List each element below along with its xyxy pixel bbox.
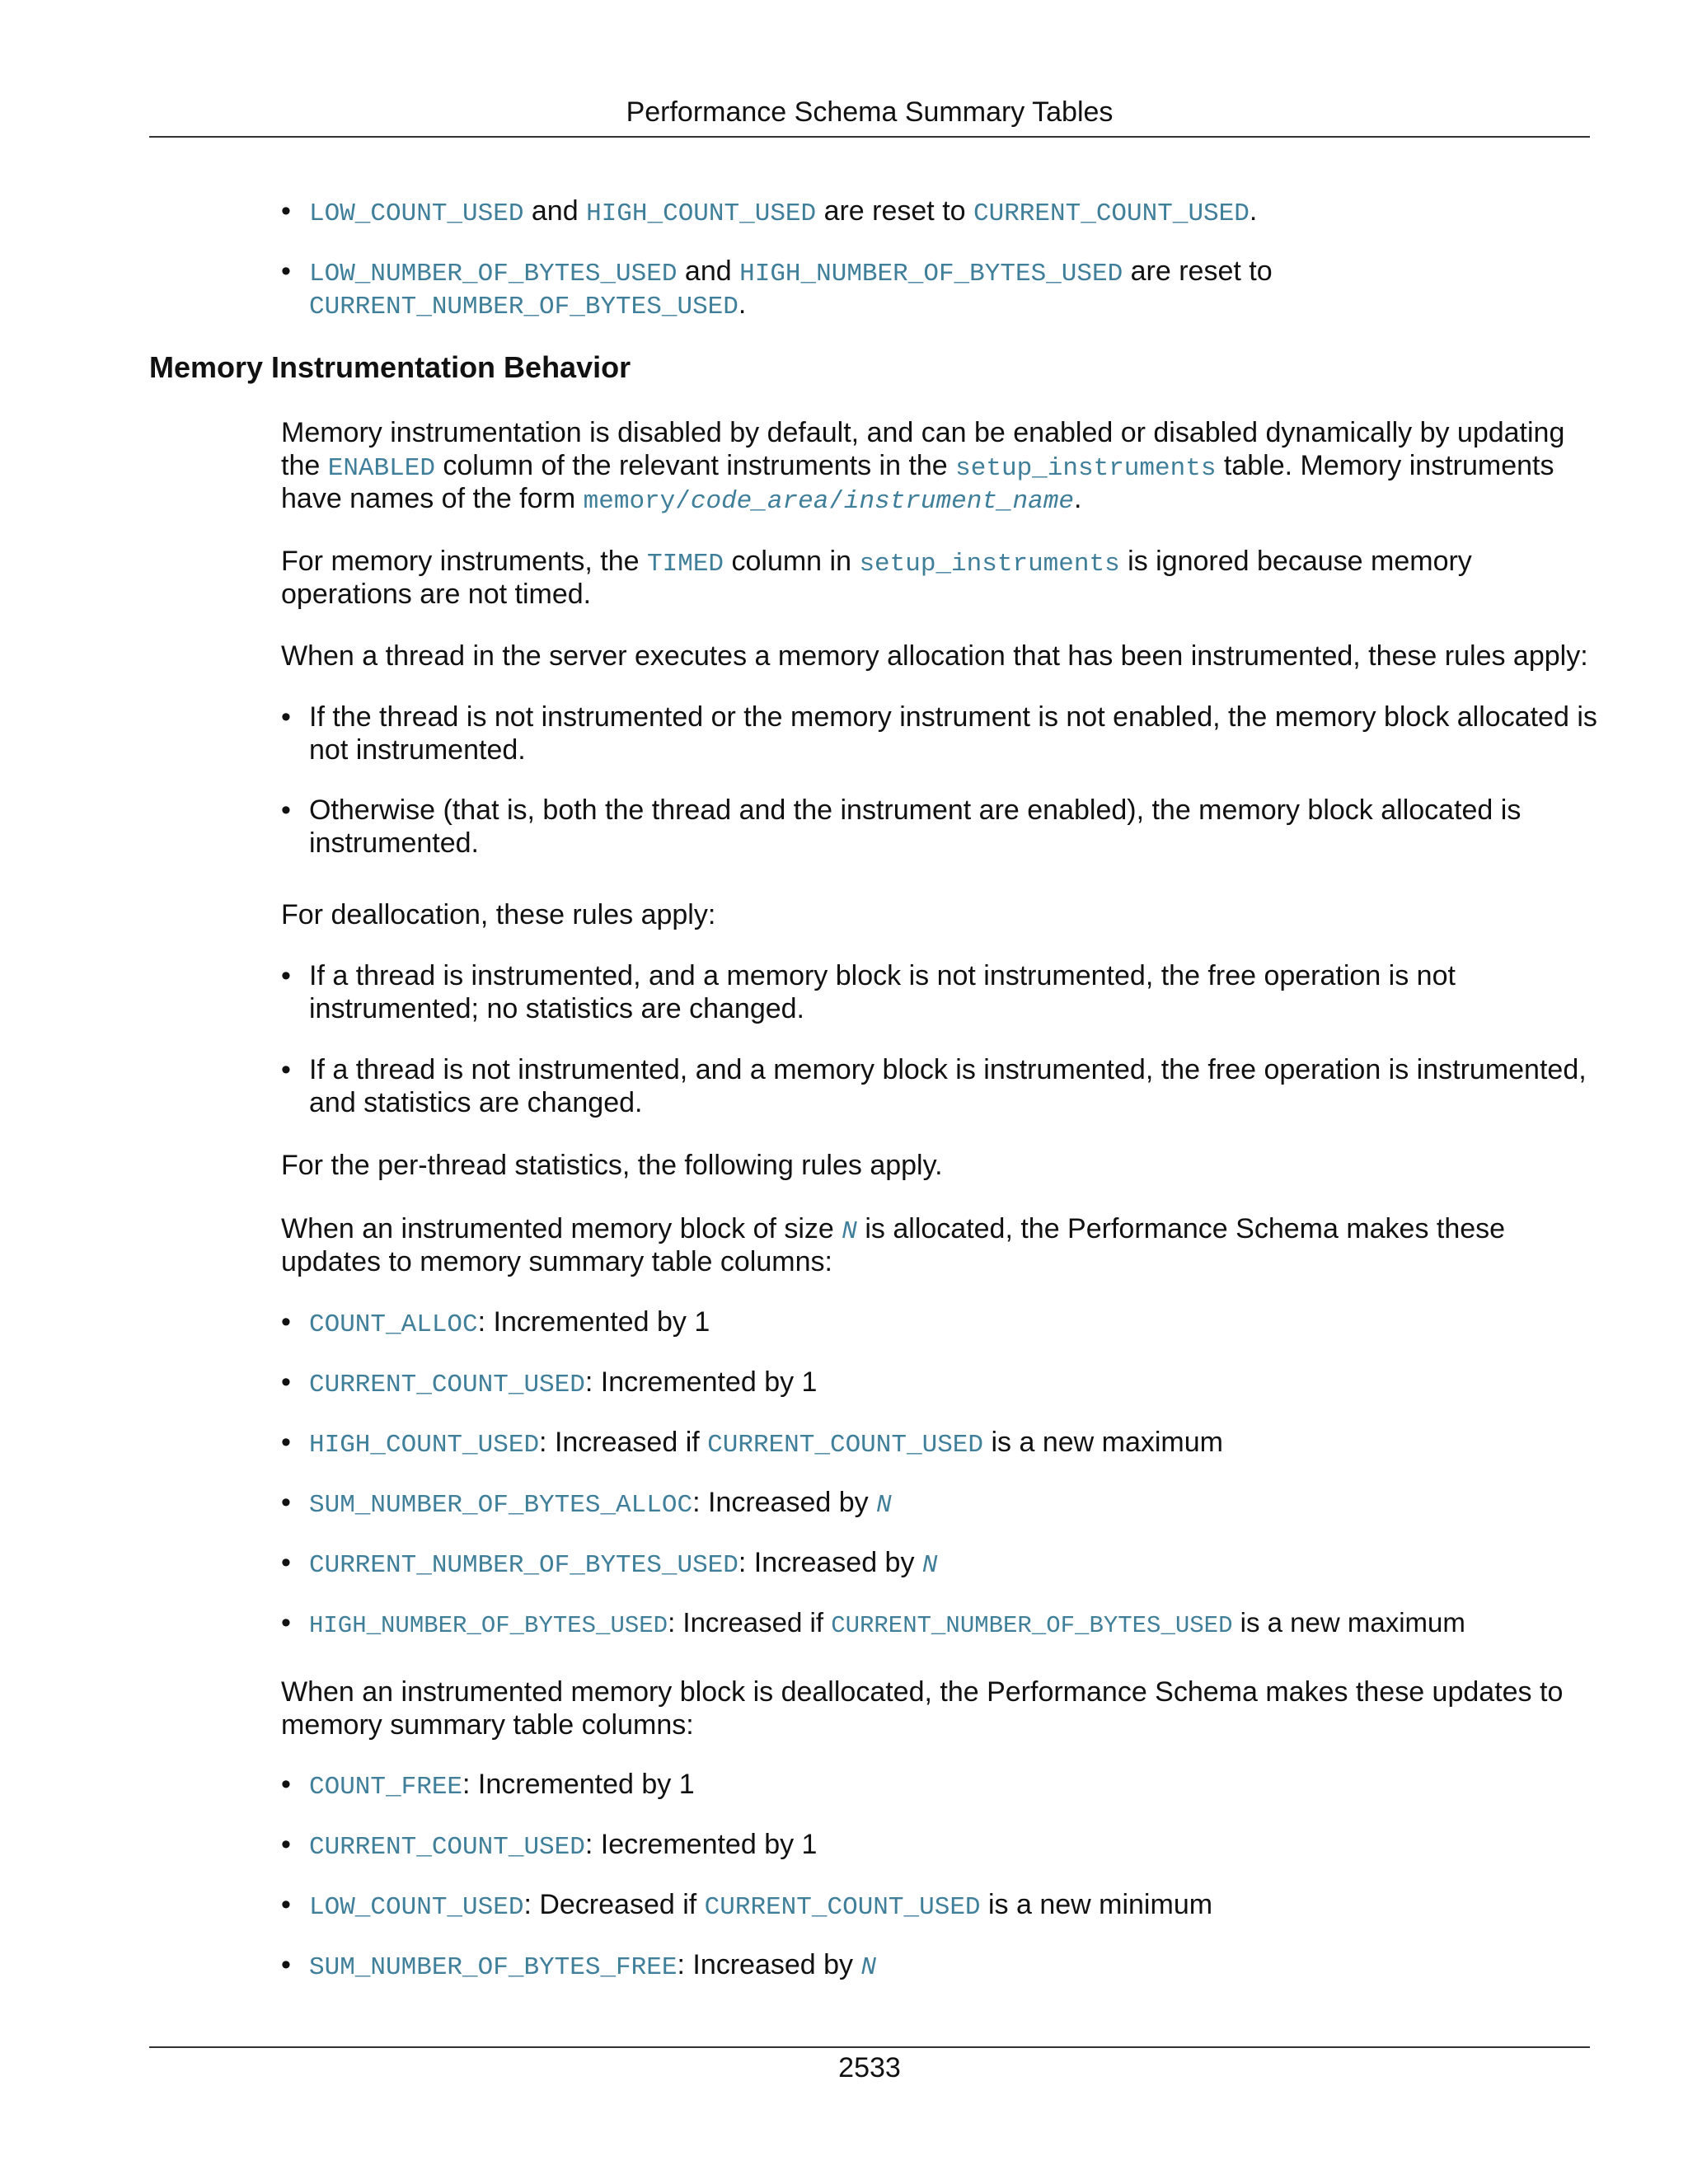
paragraph-line: operations are not timed. (281, 579, 592, 610)
bullet-glyph: • (281, 255, 291, 287)
running-header: Performance Schema Summary Tables (626, 96, 1114, 128)
list-item: LOW_COUNT_USED and HIGH_COUNT_USED are reset to CURRENT_COUNT_USED. (309, 195, 1258, 228)
list-item: CURRENT_COUNT_USED: Incremented by 1 (309, 1366, 818, 1399)
list-item-continuation: instrumented; no statistics are changed. (309, 993, 804, 1024)
bullet-glyph: • (281, 1607, 291, 1638)
paragraph-line: have names of the form memory/code_area/instrument_name. (281, 483, 1082, 516)
bullet-glyph: • (281, 1487, 291, 1518)
bullet-glyph: • (281, 701, 291, 733)
header-rule (149, 136, 1590, 138)
bullet-glyph: • (281, 195, 291, 227)
list-item-continuation: not instrumented. (309, 734, 526, 766)
list-item: CURRENT_NUMBER_OF_BYTES_USED: Increased by N (309, 1547, 938, 1580)
paragraph-line: For memory instruments, the TIMED column in setup_instruments is ignored because memory (281, 546, 1472, 579)
list-item-continuation: instrumented. (309, 827, 479, 859)
bullet-glyph: • (281, 794, 291, 826)
paragraph-line: When an instrumented memory block of size N is allocated, the Performance Schema makes these (281, 1213, 1506, 1246)
paragraph-line: updates to memory summary table columns: (281, 1246, 832, 1277)
bullet-glyph: • (281, 960, 291, 991)
paragraph-line: When an instrumented memory block is deallocated, the Performance Schema makes these updates to (281, 1676, 1564, 1708)
list-item: CURRENT_COUNT_USED: Iecremented by 1 (309, 1829, 818, 1862)
list-item: HIGH_NUMBER_OF_BYTES_USED: Increased if CURRENT_NUMBER_OF_BYTES_USED is a new maximum (309, 1607, 1465, 1639)
list-item-continuation: CURRENT_NUMBER_OF_BYTES_USED. (309, 288, 747, 321)
bullet-glyph: • (281, 1366, 291, 1398)
list-item: If the thread is not instrumented or the memory instrument is not enabled, the memory block allocated is (309, 701, 1597, 733)
paragraph-line: the ENABLED column of the relevant instruments in the setup_instruments table. Memory instruments (281, 450, 1554, 483)
list-item: HIGH_COUNT_USED: Increased if CURRENT_COUNT_USED is a new maximum (309, 1427, 1223, 1460)
list-item: SUM_NUMBER_OF_BYTES_ALLOC: Increased by N (309, 1487, 892, 1520)
list-item: If a thread is not instrumented, and a memory block is instrumented, the free operation is instrumented, (309, 1054, 1587, 1085)
list-item: COUNT_ALLOC: Incremented by 1 (309, 1306, 710, 1339)
list-item: SUM_NUMBER_OF_BYTES_FREE: Increased by N (309, 1949, 877, 1982)
bullet-glyph: • (281, 1054, 291, 1085)
paragraph-line: For deallocation, these rules apply: (281, 899, 716, 930)
list-item: Otherwise (that is, both the thread and the instrument are enabled), the memory block allocated is (309, 794, 1522, 826)
paragraph-line: When a thread in the server executes a memory allocation that has been instrumented, these rules apply: (281, 640, 1588, 672)
list-item: LOW_COUNT_USED: Decreased if CURRENT_COUNT_USED is a new minimum (309, 1889, 1213, 1922)
list-item: COUNT_FREE: Incremented by 1 (309, 1769, 695, 1802)
section-heading: Memory Instrumentation Behavior (149, 350, 631, 384)
bullet-glyph: • (281, 1829, 291, 1860)
bullet-glyph: • (281, 1306, 291, 1338)
bullet-glyph: • (281, 1889, 291, 1920)
list-item: If a thread is instrumented, and a memory block is not instrumented, the free operation is not (309, 960, 1456, 991)
page-number: 2533 (838, 2052, 901, 2083)
bullet-glyph: • (281, 1427, 291, 1458)
paragraph-line: For the per-thread statistics, the following rules apply. (281, 1150, 943, 1181)
bullet-glyph: • (281, 1769, 291, 1800)
list-item: LOW_NUMBER_OF_BYTES_USED and HIGH_NUMBER_OF_BYTES_USED are reset to (309, 255, 1273, 288)
paragraph-line: memory summary table columns: (281, 1709, 694, 1741)
bullet-glyph: • (281, 1949, 291, 1980)
bullet-glyph: • (281, 1547, 291, 1578)
list-item-continuation: and statistics are changed. (309, 1087, 643, 1118)
paragraph-line: Memory instrumentation is disabled by default, and can be enabled or disabled dynamically by updating (281, 417, 1565, 448)
